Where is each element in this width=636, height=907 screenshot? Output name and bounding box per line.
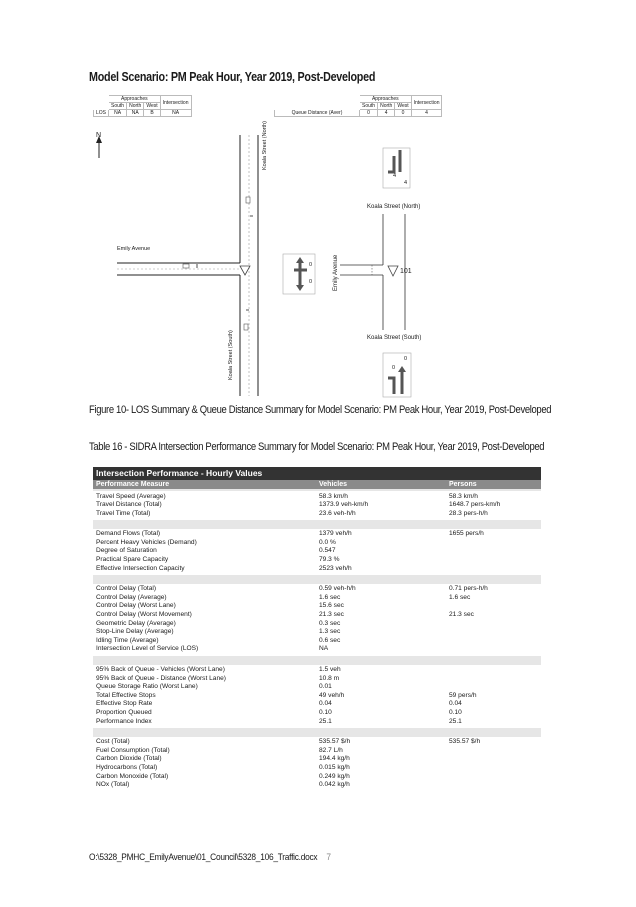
los-value-west: B <box>144 110 160 117</box>
vehicles-value: 1379 veh/h <box>319 530 352 538</box>
table-row <box>93 565 541 573</box>
measure-name: Stop-Line Delay (Average) <box>96 628 174 636</box>
table-row <box>93 602 541 610</box>
table-row <box>93 585 541 593</box>
los-approaches-header: Approaches <box>109 96 161 103</box>
measure-name: Travel Speed (Average) <box>96 492 166 500</box>
vehicles-value: 0.015 kg/h <box>319 764 350 772</box>
table-row <box>93 594 541 602</box>
measure-name: 95% Back of Queue - Distance (Worst Lane) <box>96 674 226 682</box>
persons-value: 28.3 pers-h/h <box>449 509 488 517</box>
persons-value: 0.10 <box>449 709 462 717</box>
queue-value-west: 0 <box>395 110 411 117</box>
table-row <box>93 501 541 509</box>
measure-name: Hydrocarbons (Total) <box>96 764 158 772</box>
vehicle-marker-south <box>244 324 248 330</box>
vehicles-value: 82.7 L/h <box>319 746 343 754</box>
table-row <box>93 700 541 708</box>
koala-north-label: Koala Street (North) <box>367 204 421 210</box>
vehicles-value: 0.042 kg/h <box>319 781 350 789</box>
vehicles-value: 0.0 % <box>319 538 336 546</box>
table-row <box>93 510 541 518</box>
measure-group <box>93 491 541 520</box>
measure-name: 95% Back of Queue - Vehicles (Worst Lane) <box>96 666 225 674</box>
measure-name: Cost (Total) <box>96 738 130 746</box>
vehicles-value: 1373.9 veh-km/h <box>319 501 369 509</box>
measure-name: Carbon Monoxide (Total) <box>96 772 169 780</box>
measure-name: Intersection Level of Service (LOS) <box>96 645 199 653</box>
table-row <box>93 620 541 628</box>
queue-col-west: West <box>395 103 411 110</box>
vehicles-value: 194.4 kg/h <box>319 755 350 763</box>
measure-name: Percent Heavy Vehicles (Demand) <box>96 538 197 546</box>
table-row <box>93 666 541 674</box>
measure-name: Travel Time (Total) <box>96 509 151 517</box>
table-row <box>93 781 541 789</box>
measure-name: Fuel Consumption (Total) <box>96 746 170 754</box>
measure-name: NOx (Total) <box>96 781 130 789</box>
vehicles-value: 0.547 <box>319 547 336 555</box>
persons-value: 1655 pers/h <box>449 530 484 538</box>
table-row <box>93 683 541 691</box>
table-row <box>93 692 541 700</box>
north-label: N <box>96 132 102 139</box>
vehicles-value: 0.6 sec <box>319 636 341 644</box>
persons-value: 21.3 sec <box>449 611 474 619</box>
vehicles-value: 1.3 sec <box>319 628 341 636</box>
vehicles-value: 0.01 <box>319 683 332 691</box>
vehicles-value: 0.59 veh-h/h <box>319 585 356 593</box>
vehicle-marker-west <box>183 264 189 268</box>
queue-north-2: 4 <box>404 180 408 186</box>
table-row <box>93 556 541 564</box>
footer <box>89 852 331 863</box>
los-col-north: North <box>127 103 144 110</box>
vehicles-value: NA <box>319 645 329 653</box>
vehicles-value: 10.8 m <box>319 674 340 682</box>
measure-name: Control Delay (Worst Lane) <box>96 602 176 610</box>
measure-group <box>93 665 541 728</box>
persons-value: 1648.7 pers-km/h <box>449 501 501 509</box>
vehicles-value: 21.3 sec <box>319 611 344 619</box>
header-measure: Performance Measure <box>96 481 170 488</box>
vehicles-value: 0.10 <box>319 709 332 717</box>
vehicles-value: 0.249 kg/h <box>319 772 350 780</box>
sidra-performance-table <box>93 467 541 789</box>
vehicles-value: 1.5 veh <box>319 666 341 674</box>
sidra-title: Intersection Performance - Hourly Values <box>93 467 541 480</box>
emily-avenue-label: Emily Avenue <box>117 246 151 252</box>
queue-row-label: Queue Distance (Aver) <box>275 110 360 117</box>
table-row <box>93 718 541 726</box>
measure-name: Proportion Queued <box>96 709 152 717</box>
measure-name: Geometric Delay (Average) <box>96 619 176 627</box>
page-number: 7 <box>326 852 331 863</box>
table-row <box>93 675 541 683</box>
node-id-label: 101 <box>400 268 412 275</box>
measure-name: Effective Intersection Capacity <box>96 564 185 572</box>
los-value-intersection: NA <box>160 110 191 117</box>
measure-name: Control Delay (Worst Movement) <box>96 611 192 619</box>
table-row <box>93 645 541 653</box>
vehicles-value: 79.3 % <box>319 556 340 564</box>
measure-name: Carbon Dioxide (Total) <box>96 755 162 763</box>
table-row <box>93 539 541 547</box>
vehicles-value: 23.6 veh-h/h <box>319 509 356 517</box>
persons-value: 1.6 sec <box>449 593 471 601</box>
sidra-header-row <box>93 480 541 489</box>
table-row <box>93 738 541 746</box>
give-way-sign-schematic <box>388 266 398 276</box>
measure-name: Effective Stop Rate <box>96 700 153 708</box>
vehicles-value: 0.3 sec <box>319 619 341 627</box>
koala-south-label: Koala Street (South) <box>367 335 422 341</box>
los-value-south: NA <box>109 110 127 117</box>
measure-name: Total Effective Stops <box>96 691 156 699</box>
queue-value-south: 0 <box>360 110 378 117</box>
table-row <box>93 611 541 619</box>
queue-north-1: 4 <box>393 173 397 179</box>
koala-south-label-rotated: Koala Street (South) <box>228 330 234 380</box>
measure-group <box>93 584 541 656</box>
measure-name: Degree of Saturation <box>96 547 157 555</box>
table-row <box>93 547 541 555</box>
table-row <box>93 530 541 538</box>
queue-value-intersection: 4 <box>411 110 442 117</box>
table-row <box>93 709 541 717</box>
footer-path: O:\5328_PMHC_EmilyAvenue\01_Council\5328_106_Traffic.docx <box>89 852 318 863</box>
vehicles-value: 15.6 sec <box>319 602 344 610</box>
vehicles-value: 2523 veh/h <box>319 564 352 572</box>
vehicle-marker-north <box>246 197 250 203</box>
measure-name: Performance Index <box>96 717 152 725</box>
persons-value: 535.57 $/h <box>449 738 481 746</box>
table-row <box>93 628 541 636</box>
table-row <box>93 755 541 763</box>
vehicles-value: 1.6 sec <box>319 593 341 601</box>
table-caption: Table 16 - SIDRA Intersection Performance Summary for Model Scenario: PM Peak Hour, Year 2019, Post-Developed <box>89 441 545 453</box>
measure-group <box>93 737 541 792</box>
measure-name: Idling Time (Average) <box>96 636 159 644</box>
persons-value: 0.71 pers-h/h <box>449 585 488 593</box>
persons-value: 25.1 <box>449 717 462 725</box>
queue-approaches-header: Approaches <box>360 96 412 103</box>
queue-value-north: 4 <box>378 110 395 117</box>
measure-group <box>93 529 541 575</box>
queue-col-north: North <box>378 103 395 110</box>
vehicles-value: 49 veh/h <box>319 691 345 699</box>
los-intersection-header: Intersection <box>160 96 191 110</box>
figure-caption: Figure 10- LOS Summary & Queue Distance Summary for Model Scenario: PM Peak Hour, Year 2019, Post-Developed <box>89 404 552 416</box>
page-heading: Model Scenario: PM Peak Hour, Year 2019, Post-Developed <box>89 70 376 84</box>
table-row <box>93 637 541 645</box>
queue-intersection-header: Intersection <box>411 96 442 110</box>
los-col-west: West <box>144 103 160 110</box>
measure-name: Travel Distance (Total) <box>96 501 162 509</box>
los-col-south: South <box>109 103 127 110</box>
measure-name: Control Delay (Average) <box>96 593 167 601</box>
queue-col-south: South <box>360 103 378 110</box>
los-row-label: LOS <box>94 110 109 117</box>
queue-west-2: 0 <box>309 279 313 285</box>
koala-north-label-rotated: Koala Street (North) <box>262 121 268 170</box>
vehicles-value: 58.3 km/h <box>319 492 348 500</box>
table-row <box>93 493 541 501</box>
persons-value: 0.04 <box>449 700 462 708</box>
table-row <box>93 764 541 772</box>
measure-name: Demand Flows (Total) <box>96 530 161 538</box>
los-value-north: NA <box>127 110 144 117</box>
header-vehicles: Vehicles <box>319 481 348 488</box>
intersection-diagram <box>0 0 636 410</box>
queue-south-2: 0 <box>404 356 408 362</box>
give-way-sign-main <box>240 266 250 275</box>
table-row <box>93 747 541 755</box>
vehicles-value: 0.04 <box>319 700 332 708</box>
header-persons: Persons <box>449 481 477 488</box>
persons-value: 59 pers/h <box>449 691 477 699</box>
vehicles-value: 25.1 <box>319 717 332 725</box>
queue-west-1: 0 <box>309 262 313 268</box>
measure-name: Queue Storage Ratio (Worst Lane) <box>96 683 198 691</box>
queue-south-1: 0 <box>392 365 396 371</box>
persons-value: 58.3 km/h <box>449 492 478 500</box>
emily-avenue-label-schematic: Emily Avenue <box>333 254 339 291</box>
table-row <box>93 773 541 781</box>
vehicles-value: 535.57 $/h <box>319 738 351 746</box>
measure-name: Practical Spare Capacity <box>96 556 169 564</box>
measure-name: Control Delay (Total) <box>96 585 157 593</box>
